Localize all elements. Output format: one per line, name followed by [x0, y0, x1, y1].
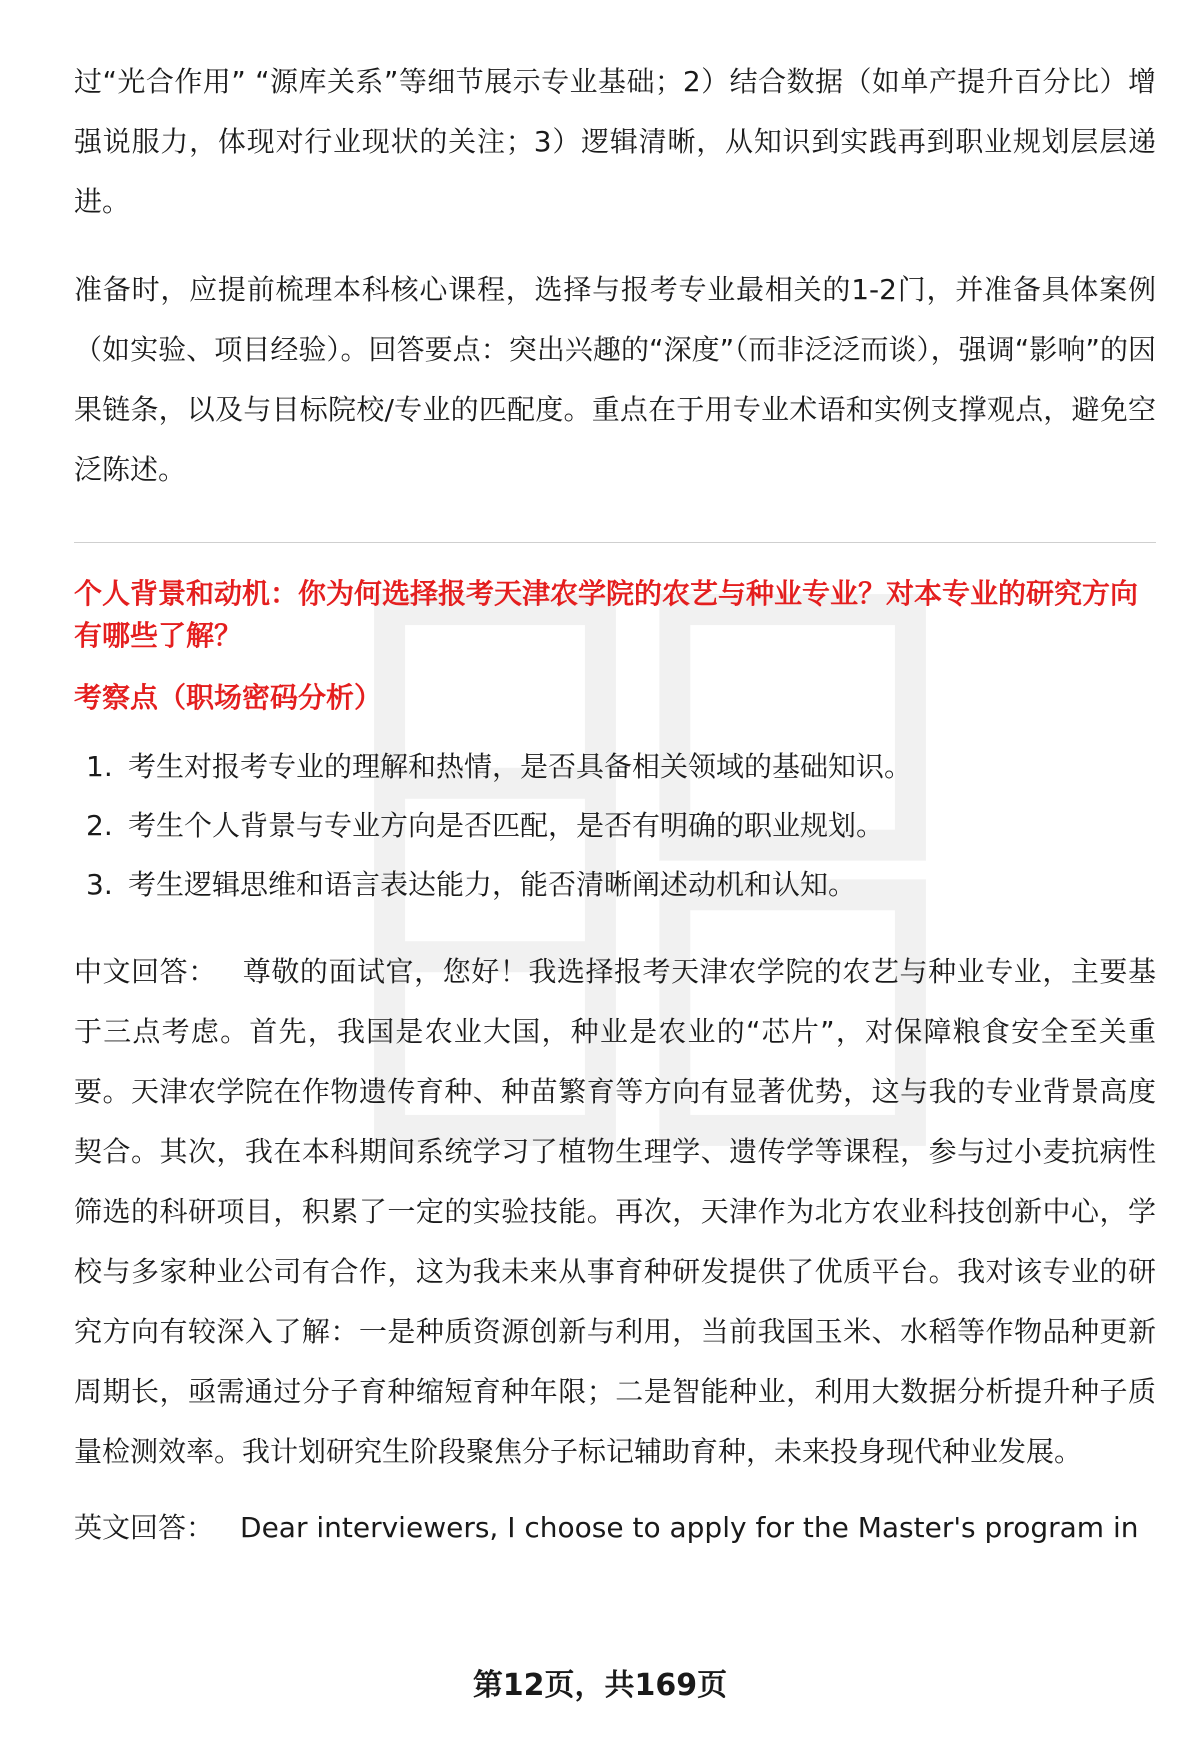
- question-title: 个人背景和动机：你为何选择报考天津农学院的农艺与种业专业？对本专业的研究方向有哪些了解？: [74, 577, 1139, 652]
- exam-point-item: [74, 796, 1156, 855]
- exam-point-text: 考生逻辑思维和语言表达能力，能否清晰阐述动机和认知。: [128, 868, 857, 901]
- english-answer-label: 英文回答：: [74, 1511, 215, 1544]
- continuation-paragraph-1: 过“光合作用” “源库关系”等细节展示专业基础；2）结合数据（如单产提升百分比）增强说服力，体现对行业现状的关注；3）逻辑清晰，从知识到实践再到职业规划层层递进。: [74, 65, 1156, 218]
- exam-point-item: [74, 855, 1156, 914]
- exam-point-number: 2.: [86, 809, 113, 842]
- exam-points-heading: 考察点（职场密码分析）: [74, 681, 383, 714]
- english-answer-text: Dear interviewers, I choose to apply for the Master's program in: [240, 1511, 1139, 1544]
- page-number-footer: 第12页，共169页: [472, 1668, 728, 1703]
- english-answer: [74, 1498, 1156, 1558]
- chinese-answer-label: 中文回答：: [74, 955, 217, 988]
- chinese-answer: [74, 942, 1156, 1482]
- section-divider: [74, 542, 1156, 543]
- exam-point-text: 考生个人背景与专业方向是否匹配，是否有明确的职业规划。: [128, 809, 885, 842]
- document-page: [74, 52, 1156, 1558]
- exam-point-item: [74, 737, 1156, 796]
- exam-point-text: 考生对报考专业的理解和热情，是否具备相关领域的基础知识。: [128, 750, 913, 783]
- chinese-answer-text: 尊敬的面试官，您好！我选择报考天津农学院的农艺与种业专业，主要基于三点考虑。首先，我国是农业大国，种业是农业的“芯片”，对保障粮食安全至关重要。天津农学院在作物遗传育种、种苗繁育等方向有显著优势，这与我的专业背景高度契合。其次，我在本科期间系统学习了植物生理学、遗传学等课程，参与过小麦抗病性筛选的科研项目，积累了一定的实验技能。再次，天津作为北方农业科技创新中心，学校与多家种业公司有合作，这为我未来从事育种研发提供了优质平台。我对该专业的研究方向有较深入了解：一是种质资源创新与利用，当前我国玉米、水稻等作物品种更新周期长，亟需通过分子育种缩短育种年限；二是智能种业，利用大数据分析提升种子质量检测效率。我计划研究生阶段聚焦分子标记辅助育种，未来投身现代种业发展。: [74, 955, 1156, 1468]
- continuation-paragraph-2: 准备时，应提前梳理本科核心课程，选择与报考专业最相关的1-2门，并准备具体案例（如实验、项目经验）。回答要点：突出兴趣的“深度”（而非泛泛而谈），强调“影响”的因果链条，以及与目标院校/专业的匹配度。重点在于用专业术语和实例支撑观点，避免空泛陈述。: [74, 273, 1156, 486]
- exam-point-number: 1.: [86, 750, 113, 783]
- exam-point-number: 3.: [86, 868, 113, 901]
- exam-points-list: [74, 737, 1156, 914]
